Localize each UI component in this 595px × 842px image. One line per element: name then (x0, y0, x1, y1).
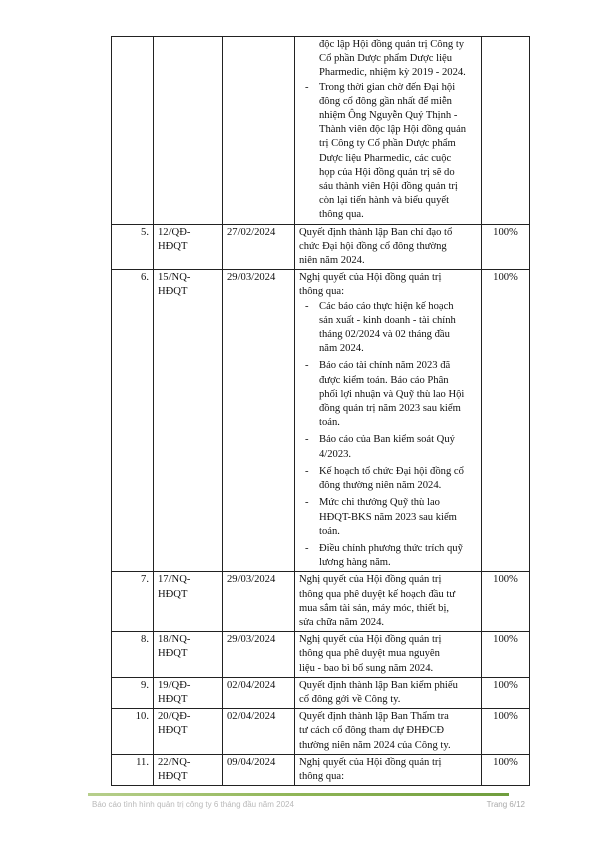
approval-rate: 100% (482, 224, 530, 270)
list-item: - Kế hoạch tổ chức Đại hội đồng cổ đông thường niên năm 2024. (305, 465, 464, 492)
document-content: Quyết định thành lập Ban Thẩm tra tư cách cổ đông tham dự ĐHĐCĐ thường niên năm 2024 của Công ty. (295, 709, 482, 755)
table-row (112, 754, 530, 785)
rate-cell (482, 37, 530, 225)
table-row (112, 572, 530, 632)
footer-report-title: Báo cáo tình hình quản trị công ty 6 tháng đầu năm 2024 (92, 800, 294, 809)
approval-rate: 100% (482, 270, 530, 572)
dash-bullet-icon: - (305, 542, 309, 554)
table-row (112, 709, 530, 755)
continuation-text: độc lập Hội đồng quản trị Công ty Cổ phần Dược phẩm Dược liệu Pharmedic, nhiệm kỳ 2019 - 2024. (319, 39, 466, 79)
document-content (295, 270, 482, 572)
document-date: 09/04/2024 (223, 754, 295, 785)
document-date: 29/03/2024 (223, 572, 295, 632)
document-date: 27/02/2024 (223, 224, 295, 270)
table-row (112, 270, 530, 572)
list-item: - Điều chỉnh phương thức trích quỹ lương hàng năm. (305, 542, 463, 569)
document-code: 20/QĐ- HĐQT (154, 709, 223, 755)
dash-bullet-icon: - (305, 497, 309, 509)
row-number: 9. (112, 677, 154, 708)
document-date: 29/03/2024 (223, 632, 295, 678)
approval-rate: 100% (482, 572, 530, 632)
approval-rate: 100% (482, 754, 530, 785)
approval-rate: 100% (482, 632, 530, 678)
dash-bullet-icon: - (305, 81, 309, 93)
list-item: - Các báo cáo thực hiện kế hoạch sản xuất - kinh doanh - tài chính tháng 02/2024 và 02 tháng đầu năm 2024. (305, 300, 456, 355)
list-item: - Mức chi thưởng Quỹ thù lao HĐQT-BKS năm 2023 sau kiểm toán. (305, 497, 457, 537)
dash-bullet-icon: - (305, 465, 309, 477)
dash-bullet-icon: - (305, 434, 309, 446)
document-date: 02/04/2024 (223, 709, 295, 755)
table-row-continued (112, 37, 530, 225)
footer-divider (88, 793, 509, 796)
table-row (112, 224, 530, 270)
row-number: 8. (112, 632, 154, 678)
content-cell (295, 37, 482, 225)
page-number: Trang 6/12 (486, 800, 525, 809)
dash-bullet-icon: - (305, 360, 309, 372)
document-code: 22/NQ- HĐQT (154, 754, 223, 785)
table-row (112, 632, 530, 678)
document-content: Nghị quyết của Hội đồng quản trị thông qua phê duyệt mua nguyên liệu - bao bì bổ sung năm 2024. (295, 632, 482, 678)
document-content: Nghị quyết của Hội đồng quản trị thông qua: (295, 754, 482, 785)
document-date: 02/04/2024 (223, 677, 295, 708)
document-content: Quyết định thành lập Ban chỉ đạo tổ chức Đại hội đồng cổ đông thường niên năm 2024. (295, 224, 482, 270)
document-code: 19/QĐ- HĐQT (154, 677, 223, 708)
approval-rate: 100% (482, 677, 530, 708)
code-cell (154, 37, 223, 225)
document-code: 17/NQ- HĐQT (154, 572, 223, 632)
content-intro: Nghị quyết của Hội đồng quản trị thông qua: (299, 272, 442, 298)
document-date: 29/03/2024 (223, 270, 295, 572)
resolutions-table-body (112, 37, 530, 786)
dash-bullet-icon: - (305, 300, 309, 312)
list-item: - Báo cáo tài chính năm 2023 đã được kiểm toán. Báo cáo Phân phối lợi nhuận và Quỹ thù lao Hội đồng quản trị năm 2023 sau kiểm toán. (305, 360, 465, 429)
row-number: 6. (112, 270, 154, 572)
row-number: 7. (112, 572, 154, 632)
date-cell (223, 37, 295, 225)
bullet-list (299, 81, 477, 223)
row-number: 10. (112, 709, 154, 755)
approval-rate: 100% (482, 709, 530, 755)
document-code: 18/NQ- HĐQT (154, 632, 223, 678)
document-code: 15/NQ- HĐQT (154, 270, 223, 572)
document-code: 12/QĐ- HĐQT (154, 224, 223, 270)
list-item: - Báo cáo của Ban kiểm soát Quý 4/2023. (305, 434, 455, 460)
document-content: Quyết định thành lập Ban kiểm phiếu cổ đông gởi về Công ty. (295, 677, 482, 708)
resolutions-table (111, 36, 530, 786)
table-row (112, 677, 530, 708)
bullet-item: - Trong thời gian chờ đến Đại hội đông cổ đông gần nhất để miễn nhiệm Ông Nguyễn Quý Thịnh - Thành viên độc lập Hội đồng quản trị Công ty Cổ phần Dược phẩm Dược liệu Pharmedic, các cuộc họp của Hội đồng quản trị sẽ do sáu thành viên Hội đồng quản trị còn lại tiến hành và biểu quyết thông qua. (305, 81, 467, 221)
document-content: Nghị quyết của Hội đồng quản trị thông qua phê duyệt kế hoạch đầu tư mua sắm tài sản, máy móc, thiết bị, sửa chữa năm 2024. (295, 572, 482, 632)
row-number: 5. (112, 224, 154, 270)
row-number: 11. (112, 754, 154, 785)
no-cell (112, 37, 154, 225)
bullet-list (299, 300, 477, 571)
